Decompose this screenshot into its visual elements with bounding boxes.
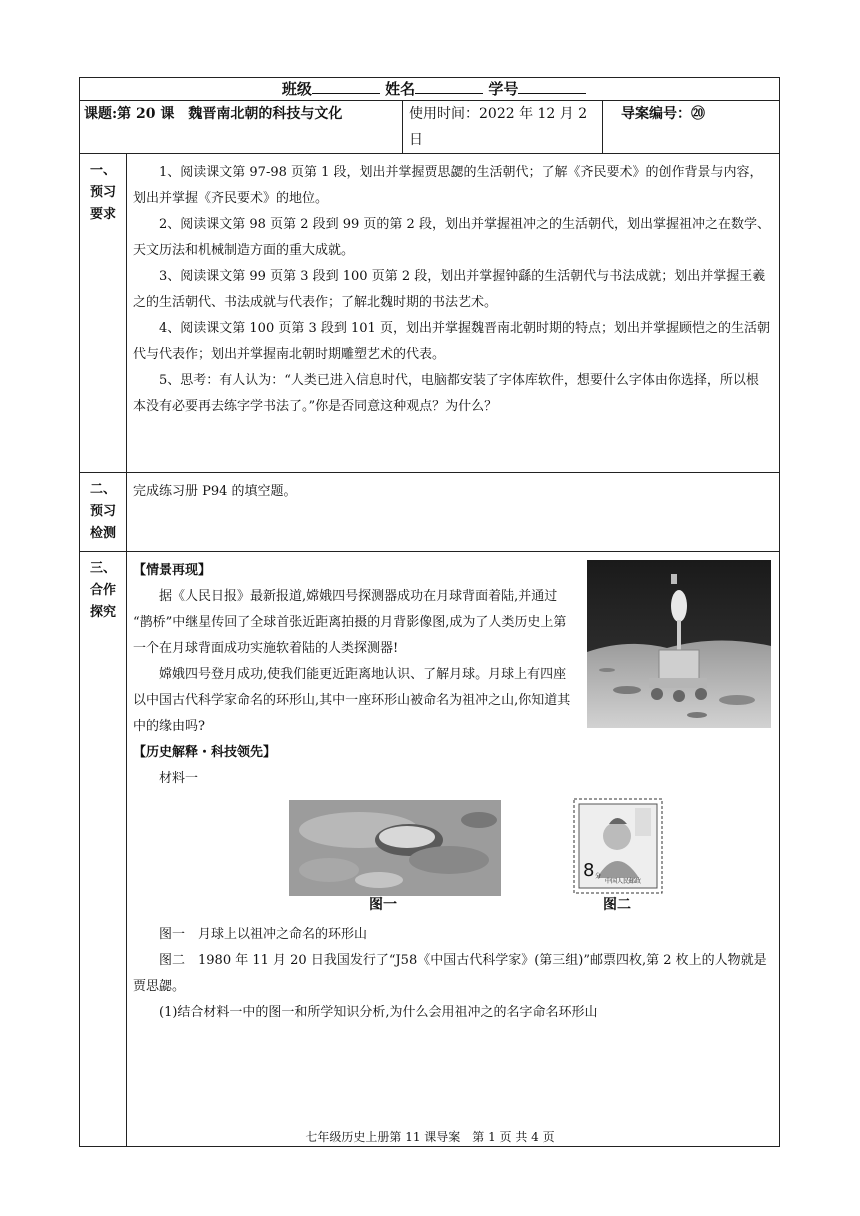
section2-label: 二、预习检测 [80,473,127,552]
worksheet-table [79,77,780,1147]
section1-content [127,154,780,473]
stamp-image [573,798,663,894]
stamp-text: 中国人民邮政 [605,878,642,885]
figure1-description: 图一 月球上以祖冲之命名的环形山 [159,927,368,942]
question-1: (1)结合材料一中的图一和所学知识分析,为什么会用祖冲之的名字命名环形山 [159,1005,598,1020]
use-time: 使用时间：2022 年 12 月 2 日 [409,106,588,148]
worksheet [79,77,779,1147]
section3-label: 三、合作探究 [80,552,127,1147]
requirement-item: 2、阅读课文第 98 页第 2 段到 99 页的第 2 段，划出并掌握祖冲之的生活朝代，划出掌握祖冲之在数学、天文历法和机械制造方面的重大成就。 [133,217,770,258]
requirement-item: 5、思考：有人认为：“人类已进入信息时代，电脑都安装了字体库软件，想要什么字体由你选择，所以根本没有必要再去练字学书法了。”你是否同意这种观点？为什么？ [133,373,759,414]
moon-rover-photo [587,560,771,728]
history-title: 【历史解释・科技领先】 [133,745,277,760]
scene-paragraph: 嫦娥四号登月成功,使我们能更近距离地认识、了解月球。月球上有四座以中国古代科学家命名的环形山,其中一座环形山被命名为祖冲之山,你知道其中的缘由吗? [133,667,571,734]
name-blank[interactable] [415,78,483,94]
scene-title: 【情景再现】 [133,563,212,578]
section1-label: 一、预习要求 [80,154,127,473]
figure1-caption: 图一 [369,897,397,913]
case-number: 导案编号：⑳ [621,106,705,122]
id-label: 学号 [488,80,519,98]
class-label: 班级 [281,80,312,98]
figure2-description: 图二 1980 年 11 月 20 日我国发行了“J58《中国古代科学家》(第三组)”邮票四枚,第 2 枚上的人物就是贾思勰。 [133,953,767,994]
requirement-item: 1、阅读课文第 97-98 页第 1 段，划出并掌握贾思勰的生活朝代；了解《齐民要术》的创作背景与内容，划出并掌握《齐民要术》的地位。 [133,165,763,206]
check-text: 完成练习册 P94 的填空题。 [133,484,297,499]
material-label: 材料一 [159,771,199,786]
page-footer: 七年级历史上册第 11 课导案 第 1 页 共 4 页 [305,1130,555,1144]
figure2-caption: 图二 [603,897,631,913]
id-blank[interactable] [518,78,586,94]
case-no-cell [603,101,780,154]
requirement-item: 4、阅读课文第 100 页第 3 段到 101 页，划出并掌握魏晋南北朝时期的特点；划出并掌握顾恺之的生活朝代与代表作；划出并掌握南北朝时期雕塑艺术的代表。 [133,321,770,362]
name-label: 姓名 [385,80,416,98]
section3-content [127,552,780,1147]
topic-cell [80,101,403,154]
crater-image [289,800,501,896]
material-figures [133,798,771,913]
lesson-topic: 课题:第 20 课 魏晋南北朝的科技与文化 [84,106,343,122]
use-time-cell [403,101,603,154]
stamp-value: 8 [583,860,595,881]
stamp-unit: 分 [595,873,602,880]
requirement-item: 3、阅读课文第 99 页第 3 段到 100 页第 2 段，划出并掌握钟繇的生活朝代与书法成就；划出并掌握王羲之的生活朝代、书法成就与代表作；了解北魏时期的书法艺术。 [133,269,766,310]
scene-paragraph: 据《人民日报》最新报道,嫦娥四号探测器成功在月球背面着陆,并通过 “鹊桥”中继星传回了全球首张近距离拍摄的月背影像图,成为了人类历史上第一个在月球背面成功实施软着陆的人类探测器! [133,589,567,656]
section2-content [127,473,780,552]
student-info-row [80,78,780,101]
class-blank[interactable] [312,78,380,94]
